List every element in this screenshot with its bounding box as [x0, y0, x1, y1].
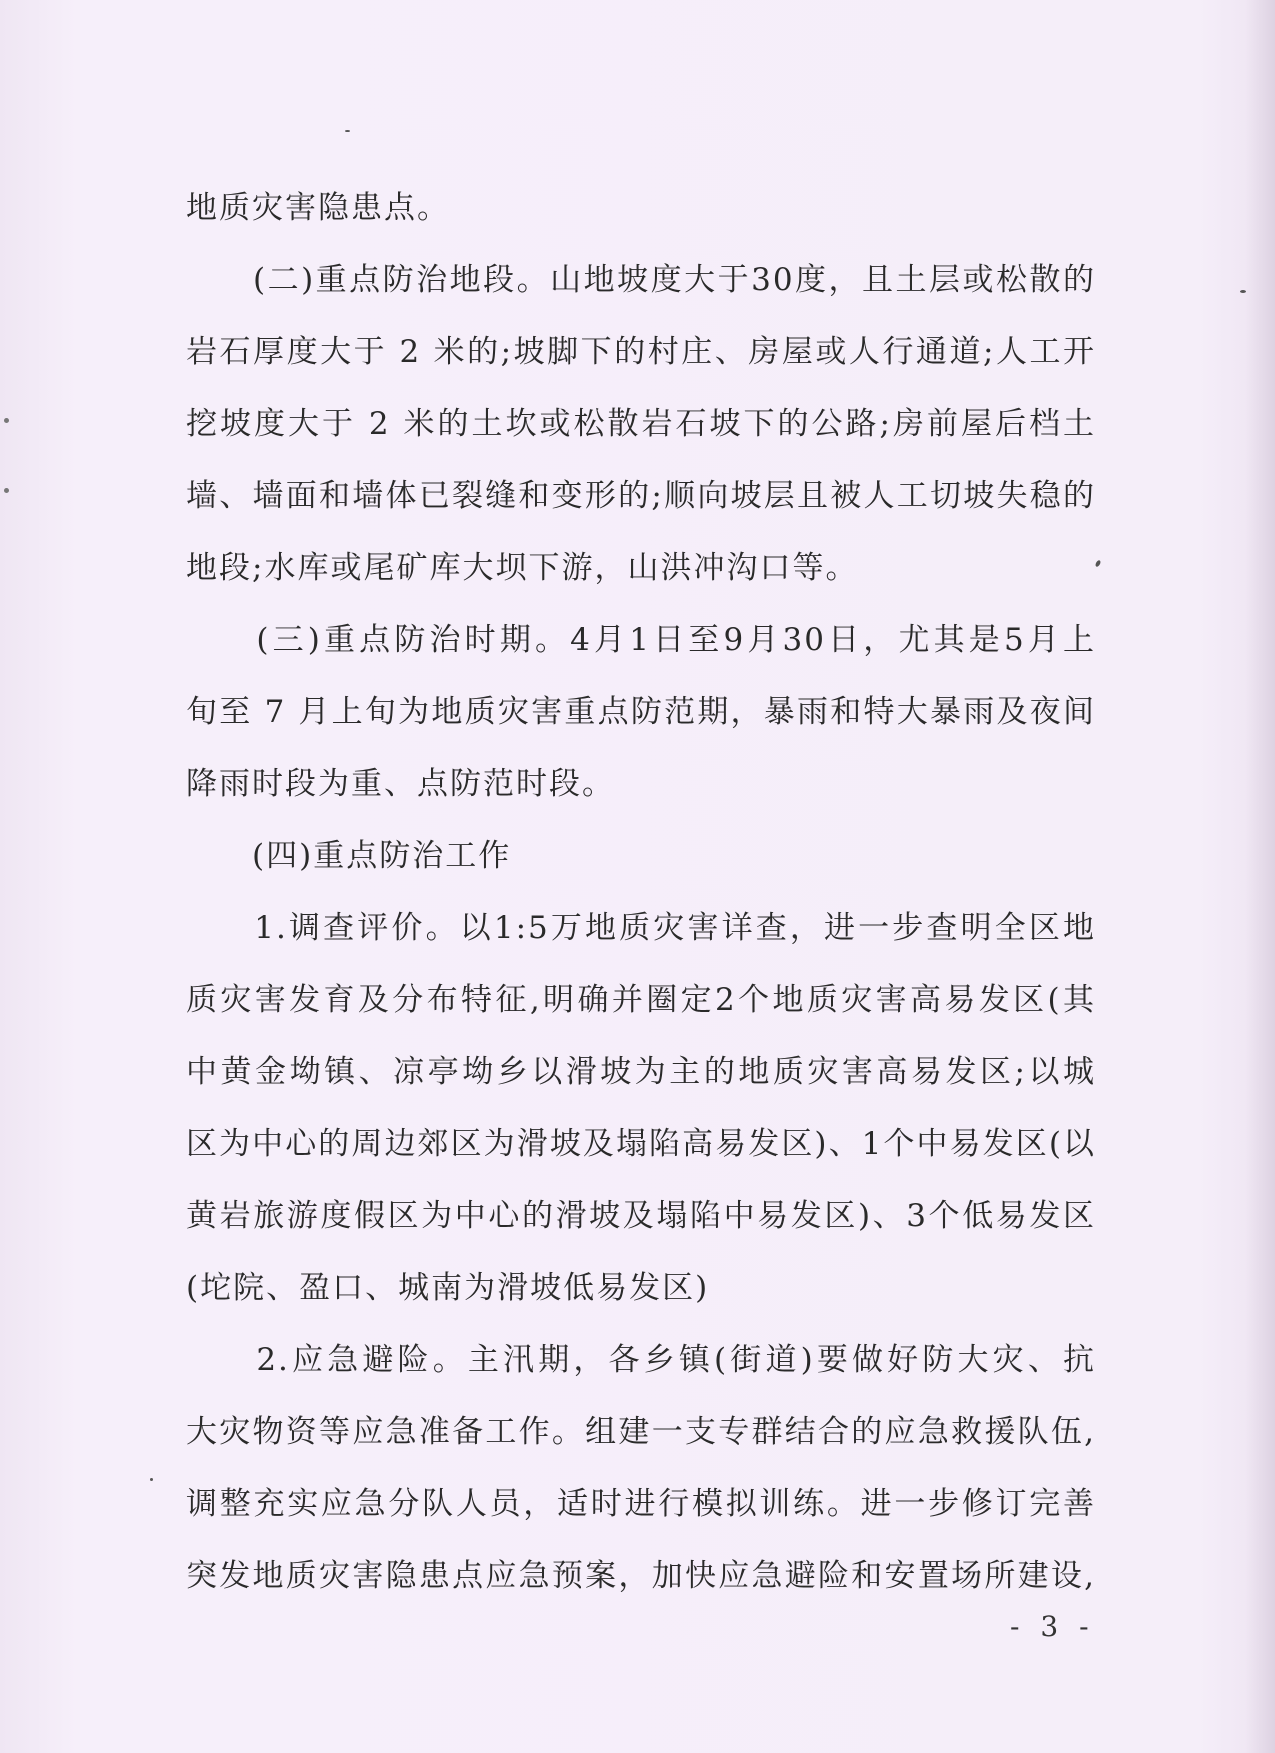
text-line: 降雨时段为重、点防范时段。	[186, 766, 615, 802]
text-line: 挖坡度大于 2 米的土坎或松散岩石坡下的公路;房前屋后档土	[186, 406, 1096, 442]
text-line: 地段;水库或尾矿库大坝下游，山洪冲沟口等。	[186, 550, 859, 586]
scan-speck	[4, 488, 9, 493]
text-line: (二)重点防治地段。山地坡度大于30度，且土层或松散的	[186, 262, 1096, 298]
scan-speck	[4, 418, 9, 423]
document-body	[186, 172, 1096, 1612]
page-number: - 3 -	[1010, 1610, 1095, 1643]
text-line: 中黄金坳镇、凉亭坳乡以滑坡为主的地质灾害高易发区;以城	[186, 1054, 1096, 1090]
text-line: 地质灾害隐患点。	[186, 190, 450, 226]
text-line: 大灾物资等应急准备工作。组建一支专群结合的应急救援队伍,	[186, 1414, 1096, 1450]
text-line: 岩石厚度大于 2 米的;坡脚下的村庄、房屋或人行通道;人工开	[186, 334, 1096, 370]
text-line: (三)重点防治时期。4月1日至9月30日，尤其是5月上	[186, 622, 1096, 658]
text-line: 突发地质灾害隐患点应急预案，加快应急避险和安置场所建设,	[186, 1558, 1096, 1594]
text-line: 墙、墙面和墙体已裂缝和变形的;顺向坡层且被人工切坡失稳的	[186, 478, 1096, 514]
scan-speck	[345, 130, 350, 132]
text-line: (坨院、盈口、城南为滑坡低易发区)	[186, 1270, 710, 1306]
text-line: 质灾害发育及分布特征,明确并圈定2个地质灾害高易发区(其	[186, 982, 1096, 1018]
text-line: 黄岩旅游度假区为中心的滑坡及塌陷中易发区)、3个低易发区	[186, 1198, 1096, 1234]
page-edge-shadow	[1245, 0, 1275, 1753]
text-line: 1.调查评价。以1:5万地质灾害详查，进一步查明全区地	[186, 910, 1096, 946]
text-line: 调整充实应急分队人员，适时进行模拟训练。进一步修订完善	[186, 1486, 1096, 1522]
text-line: 2.应急避险。主汛期，各乡镇(街道)要做好防大灾、抗	[186, 1342, 1096, 1378]
scan-speck	[150, 1478, 153, 1481]
text-line: (四)重点防治工作	[186, 838, 512, 874]
text-line: 区为中心的周边郊区为滑坡及塌陷高易发区)、1个中易发区(以	[186, 1126, 1096, 1162]
text-line: 旬至 7 月上旬为地质灾害重点防范期，暴雨和特大暴雨及夜间	[186, 694, 1096, 730]
scan-speck	[1240, 290, 1246, 293]
